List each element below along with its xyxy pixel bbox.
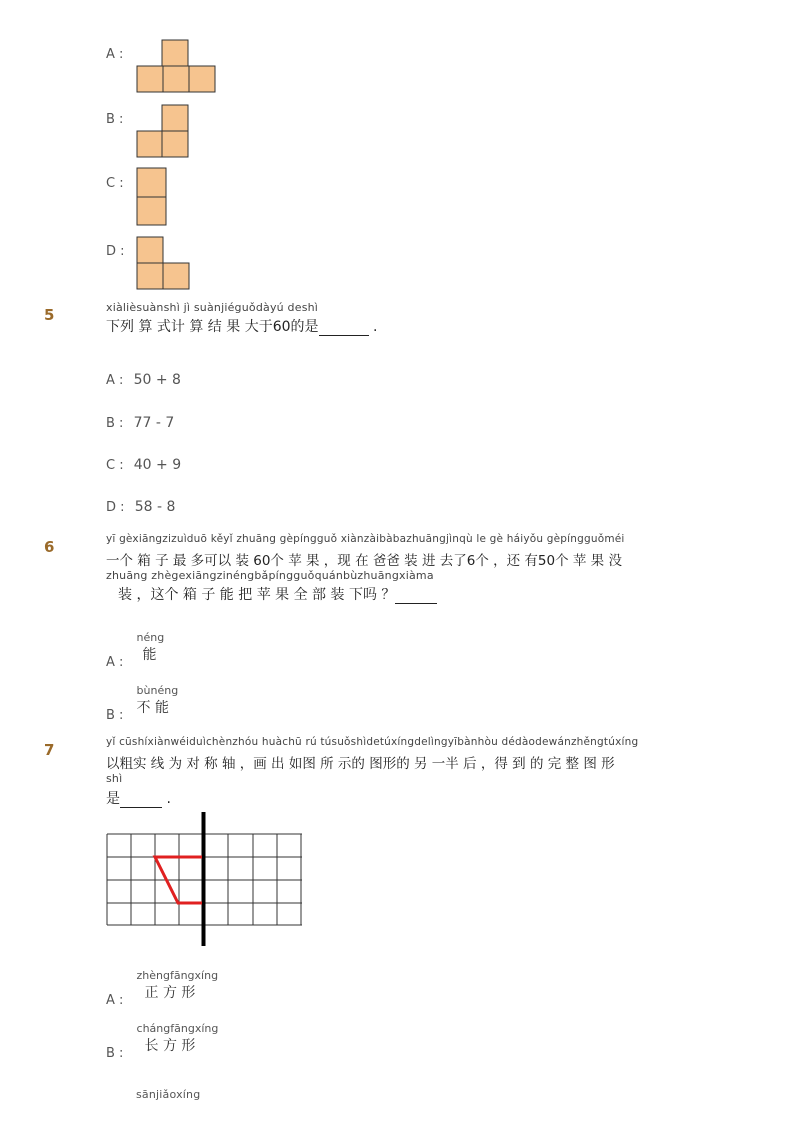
option-a[interactable] [106, 969, 219, 1008]
option-label: B : [106, 416, 124, 431]
option-text: 58 - 8 [134, 499, 176, 515]
option-label: A : [106, 993, 124, 1008]
option-pinyin: bùnéng [136, 684, 179, 697]
question-pinyin-line2: zhuāng zhègexiāngzinéngbǎpíngguǒquánbùzhuāngxiàma [106, 569, 434, 582]
option-text: 77 - 7 [133, 415, 175, 431]
option-d-label[interactable]: D : [106, 244, 125, 259]
answer-blank [319, 319, 369, 336]
question-text-line1: 以粗实 线 为 对 称 轴 ，画 出 如图 所 示的 图形的 另 一半 后 ，得 到 的 完 整 图 形 [106, 756, 615, 772]
option-a[interactable] [106, 631, 165, 670]
question-number: 6 [44, 538, 55, 556]
question-pinyin-line1: yǐ cūshíxiànwéiduìchènzhóu huàchū rú túsuǒshìdetúxíngdelìngyībànhòu dédàodewánzhěngtúxíng [106, 736, 639, 748]
option-label: A : [106, 655, 124, 670]
question-pinyin: xiàlièsuànshì jì suànjiéguǒdàyú deshì [106, 301, 319, 314]
option-d[interactable] [106, 496, 175, 515]
option-pinyin: chángfāngxíng [136, 1022, 219, 1035]
question-text-line1: 一个 箱 子 最 多可以 装 60个 苹 果 ，现 在 爸爸 装 进 去了6个 ，还 有50个 苹 果 没 [106, 553, 622, 569]
cutoff-option-pinyin [136, 1086, 256, 1101]
option-a-label[interactable]: A : [106, 47, 124, 62]
option-label: B : [106, 1046, 124, 1061]
question-number: 5 [44, 306, 55, 324]
option-label: B : [106, 708, 124, 723]
question-pinyin-line1: yī gèxiāngzizuìduō kěyǐ zhuāng gèpíngguǒ xiànzàibàbazhuāngjìnqù le gè háiyǒu gèpíngguǒméi [106, 533, 625, 545]
option-pinyin: sānjiǎoxíng [136, 1088, 201, 1101]
option-c-shape[interactable] [136, 167, 168, 227]
question-text-line2 [118, 584, 437, 604]
option-text: 长 方 形 [144, 1038, 196, 1054]
option-b[interactable] [106, 412, 174, 431]
option-text: 正 方 形 [144, 985, 196, 1001]
option-text: 能 [142, 647, 157, 663]
question-number: 7 [44, 741, 55, 759]
option-pinyin: néng [136, 631, 165, 644]
option-b-label[interactable]: B : [106, 112, 124, 127]
option-text: 50 + 8 [133, 372, 181, 388]
question-pinyin-line2: shì [106, 772, 123, 785]
option-label: D : [106, 500, 125, 515]
option-a[interactable] [106, 369, 181, 388]
option-a-shape[interactable] [136, 39, 216, 93]
answer-blank [120, 791, 162, 808]
option-b-shape[interactable] [136, 104, 190, 158]
option-b[interactable] [106, 1022, 219, 1061]
option-text: 不 能 [136, 700, 169, 716]
option-label: C : [106, 458, 124, 473]
question-text-body: 下列 算 式计 算 结 果 大于60的是 [106, 319, 319, 335]
period: . [372, 319, 378, 335]
symmetry-grid-figure [106, 810, 304, 948]
question-text-body: 装 ，这个 箱 子 能 把 苹 果 全 部 装 下吗 ？ [118, 587, 396, 603]
option-b[interactable] [106, 684, 179, 723]
option-c[interactable] [106, 454, 181, 473]
question-text-line2 [106, 788, 171, 808]
option-label: A : [106, 373, 124, 388]
question-text [106, 316, 377, 336]
option-pinyin: zhèngfāngxíng [136, 969, 219, 982]
option-c-label[interactable]: C : [106, 176, 124, 191]
period: . [166, 791, 171, 807]
option-d-shape[interactable] [136, 236, 190, 290]
option-text: 40 + 9 [133, 457, 182, 473]
answer-blank [395, 587, 437, 604]
question-text-body: 是 [106, 791, 120, 807]
